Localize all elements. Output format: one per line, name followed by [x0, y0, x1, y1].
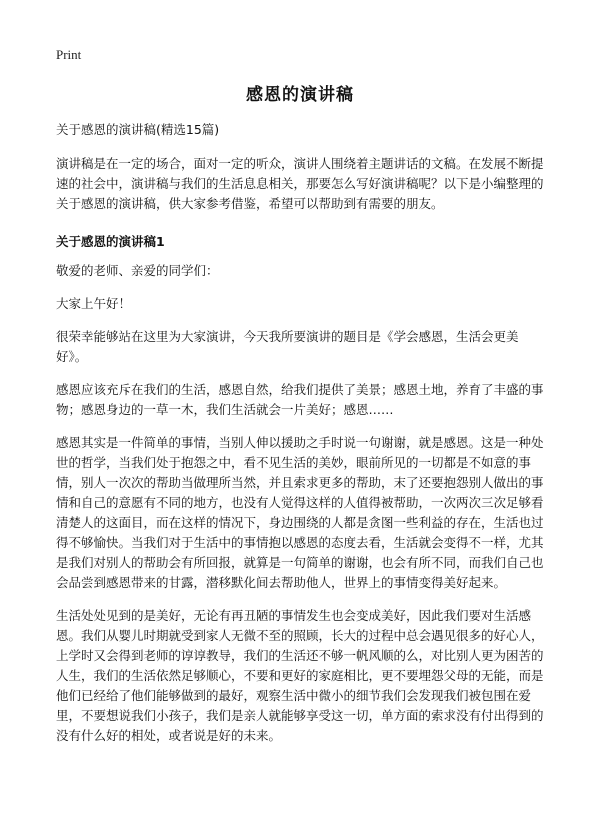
page-title: 感恩的演讲稿	[246, 85, 354, 105]
paragraph: 感恩其实是一件简单的事情，当别人伸以援助之手时说一句谢谢，就是感恩。这是一种处世的哲学，当我们处于抱怨之中，看不见生活的美妙，眼前所见的一切都是不如意的事情，别人一次次的帮助当做理所当然，并且索求更多的帮助，末了还要抱怨别人做出的事情和自己的意愿有不同的地方，也没有人觉得这样的人值得被帮助，一次两次三次足够看清楚人的这面目，而在这样的情况下，身边围绕的人都是贪图一些利益的存在，生活也过得不够愉快。当我们对于生活中的事情抱以感恩的态度去看，生活就会变得不一样，尤其是我们对别人的帮助会有所回报，就算是一句简单的谢谢，也会有所不同，而我们自己也会品尝到感恩带来的甘露，潜移默化间去帮助他人，世界上的事情变得美好起来。	[56, 435, 544, 590]
article-subtitle: 关于感恩的演讲稿(精选15篇)	[56, 122, 220, 137]
paragraph: 生活处处见到的是美好，无论有再丑陋的事情发生也会变成美好，因此我们要对生活感恩。我们从婴儿时期就受到家人无微不至的照顾，长大的过程中总会遇见很多的好心人，上学时又会得到老师的谆谆教导，我们的生活还不够一帆风顺的么，对比别人更为困苦的人生，我们的生活依然足够顺心，不要和更好的家庭相比，更不要埋怨父母的无能，而是他们已经给了他们能够做到的最好，观察生活中微小的细节我们会发现我们被包围在爱里，不要想说我们小孩子，我们是亲人就能够享受这一切，单方面的索求没有付出得到的没有什么好的相处，或者说是好的未来。	[56, 608, 544, 743]
paragraph: 感恩应该充斥在我们的生活，感恩自然，给我们提供了美景；感恩土地，养育了丰盛的事物；感恩身边的一草一木，我们生活就会一片美好；感恩……	[56, 382, 544, 417]
paragraph: 很荣幸能够站在这里为大家演讲，今天我所要演讲的题目是《学会感恩，生活会更美好》。	[56, 329, 519, 364]
paragraph-hello: 大家上午好！	[56, 296, 132, 311]
article-body	[56, 120, 546, 759]
paragraph-greeting: 敬爱的老师、亲爱的同学们：	[56, 263, 219, 278]
print-link[interactable]: Print	[56, 47, 82, 62]
intro-paragraph: 演讲稿是在一定的场合，面对一定的听众，演讲人围绕着主题讲话的文稿。在发展不断提速的社会中，演讲稿与我们的生活息息相关，那要怎么写好演讲稿呢？以下是小编整理的关于感恩的演讲稿，供大家参考借鉴，希望可以帮助到有需要的朋友。	[56, 156, 544, 211]
section-heading: 关于感恩的演讲稿1	[56, 234, 165, 249]
